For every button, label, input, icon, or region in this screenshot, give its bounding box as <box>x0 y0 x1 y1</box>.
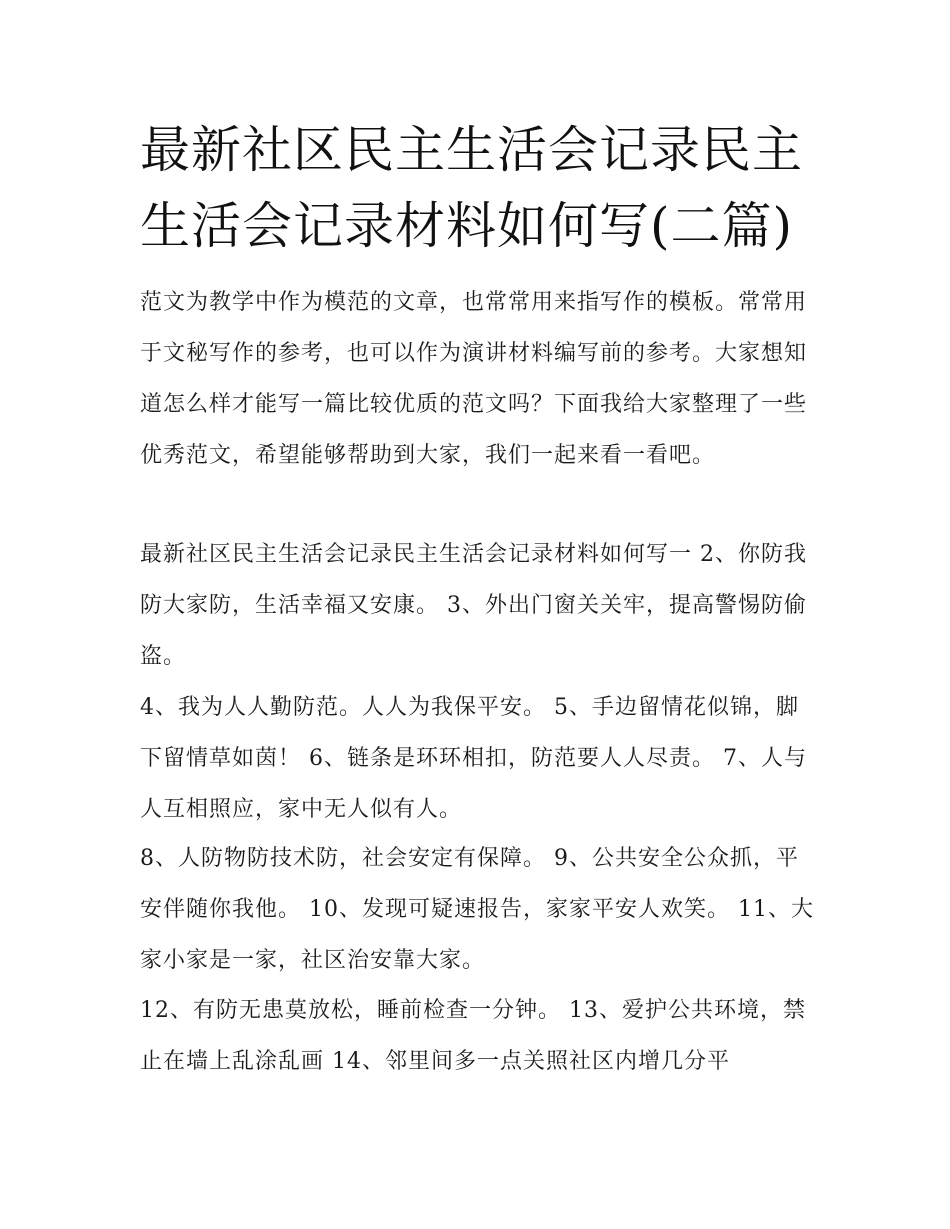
document-title: 最新社区民主生活会记录民主生活会记录材料如何写(二篇) <box>140 121 803 255</box>
body-paragraph: 最新社区民主生活会记录民主生活会记录材料如何写一 2、你防我防大家防，生活幸福又安康。 3、外出门窗关关牢，提高警惕防偷盗。 <box>140 542 807 669</box>
body-paragraph: 4、我为人人勤防范。人人为我保平安。 5、手边留情花似锦，脚下留情草如茵！ 6、链条是环环相扣，防范要人人尽责。 7、人与人互相照应，家中无人似有人。 <box>140 695 807 822</box>
intro-paragraph: 范文为教学中作为模范的文章，也常常用来指写作的模板。常常用于文秘写作的参考，也可以作为演讲材料编写前的参考。大家想知道怎么样才能写一篇比较优质的范文吗？下面我给大家整理了一些优秀范文，希望能够帮助到大家，我们一起来看一看吧。 <box>140 290 808 468</box>
body-paragraph: 12、有防无患莫放松，睡前检查一分钟。 13、爱护公共环境，禁止在墙上乱涂乱画 14、邻里间多一点关照社区内增几分平 <box>140 998 806 1074</box>
body-paragraph: 8、人防物防技术防，社会安定有保障。 9、公共安全公众抓，平安伴随你我他。 10、发现可疑速报告，家家平安人欢笑。 11、大家小家是一家，社区治安靠大家。 <box>140 846 814 973</box>
